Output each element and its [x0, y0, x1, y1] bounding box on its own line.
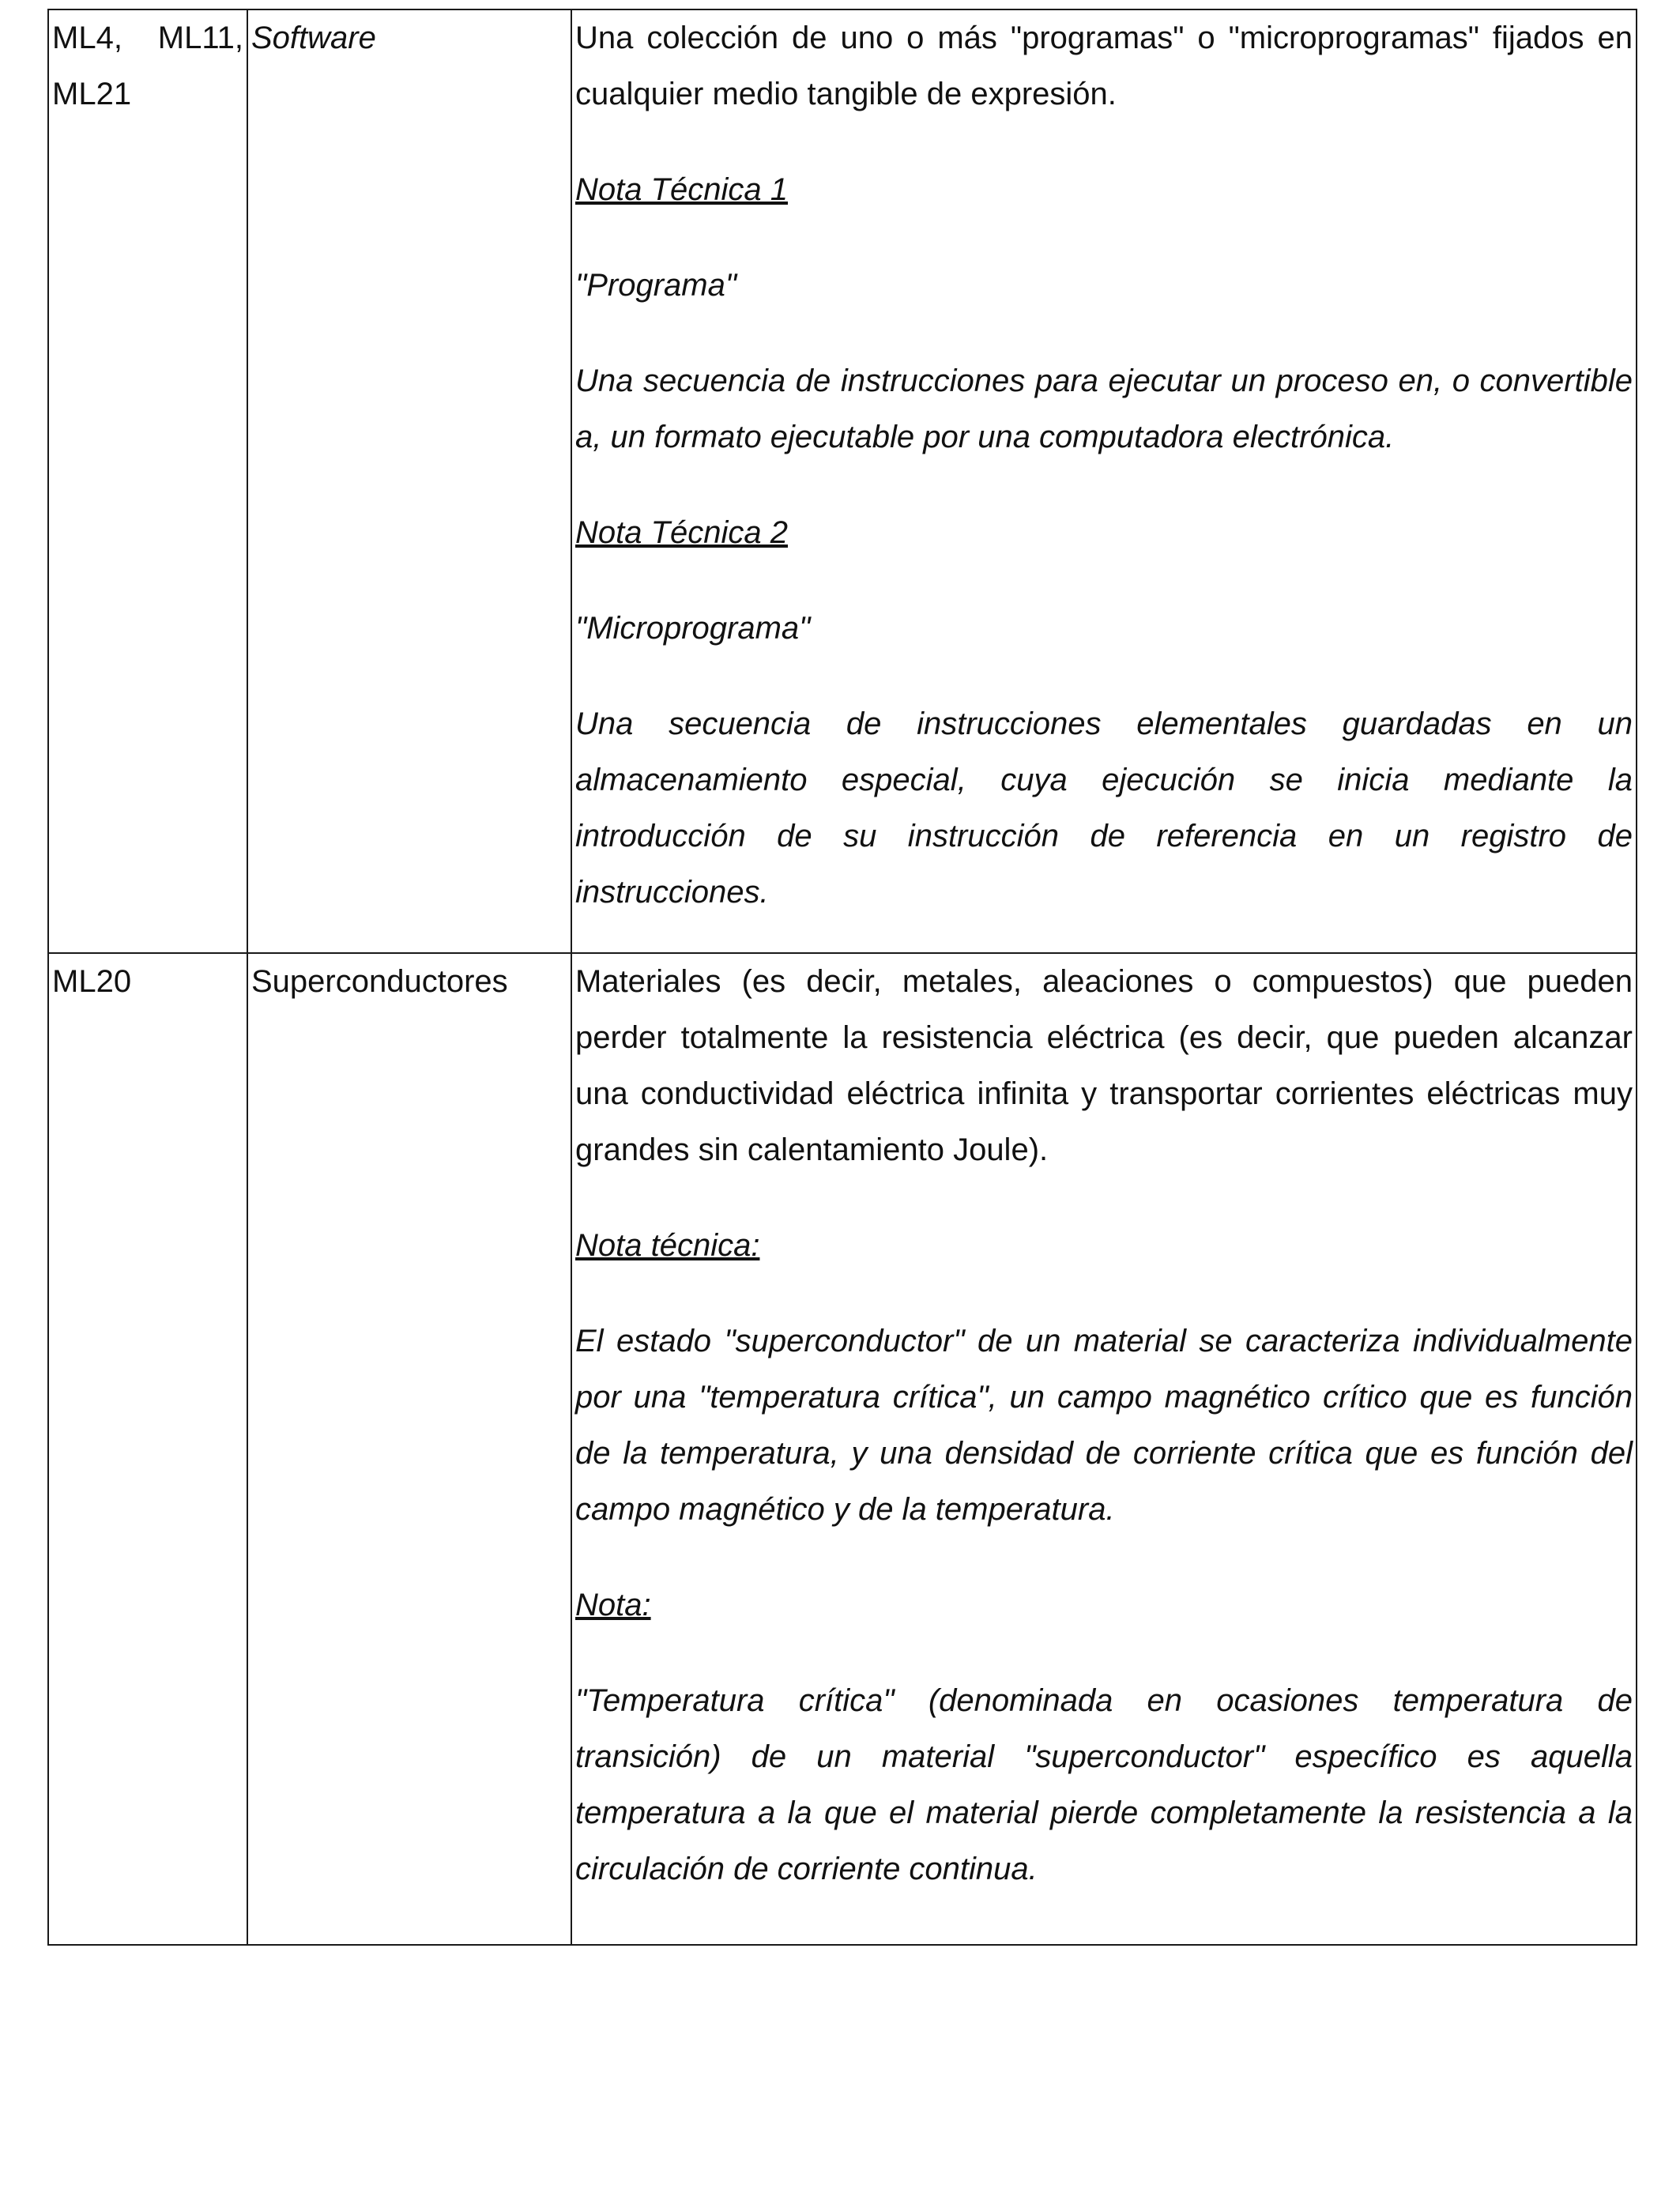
term-label: Software	[251, 21, 376, 55]
definitions-table	[47, 9, 1637, 1946]
ref-label: ML20	[52, 964, 132, 999]
ref-label: ML21	[52, 77, 132, 111]
refs-cell	[48, 9, 247, 953]
note-heading: Nota Técnica 1	[575, 172, 789, 207]
note-heading: Nota técnica:	[575, 1228, 760, 1263]
note-term: "Microprograma"	[575, 611, 811, 646]
note-heading: Nota Técnica 2	[575, 515, 789, 550]
note-text: Una secuencia de instrucciones elementales guardadas en un almacenamiento especial, cuya ejecución se inicia mediante la introducción de su instrucción de referencia en un registro de instrucciones.	[575, 707, 1633, 910]
note-term: "Programa"	[575, 268, 737, 303]
note-text: Una secuencia de instrucciones para ejecutar un proceso en, o convertible a, un formato ejecutable por una computadora electrónica.	[575, 364, 1633, 454]
note-text: El estado "superconductor" de un material se caracteriza individualmente por una "temperatura crítica", un campo magnético crítico que es función de la temperatura, y una densidad de corriente crítica que es función del campo magnético y de la temperatura.	[575, 1324, 1633, 1527]
table-row	[48, 953, 1637, 1945]
term-label: Superconductores	[251, 964, 508, 999]
definition-text: Materiales (es decir, metales, aleaciones o compuestos) que pueden perder totalmente la resistencia eléctrica (es decir, que pueden alcanzar una conductividad eléctrica infinita y transportar corrientes eléctricas muy grandes sin calentamiento Joule).	[575, 964, 1633, 1167]
term-cell	[247, 9, 571, 953]
ref-label: ML11,	[157, 21, 243, 55]
refs-cell	[48, 953, 247, 1945]
table-row	[48, 9, 1637, 953]
definition-cell	[571, 9, 1637, 953]
ref-label: ML4,	[52, 21, 122, 55]
term-cell	[247, 953, 571, 1945]
note-heading: Nota:	[575, 1588, 651, 1622]
definition-cell	[571, 953, 1637, 1945]
note-text: "Temperatura crítica" (denominada en ocasiones temperatura de transición) de un material "superconductor" específico es aquella temperatura a la que el material pierde completamente la resistencia a la circulación de corriente continua.	[575, 1683, 1633, 1886]
definition-text: Una colección de uno o más "programas" o "microprogramas" fijados en cualquier medio tangible de expresión.	[575, 21, 1633, 111]
